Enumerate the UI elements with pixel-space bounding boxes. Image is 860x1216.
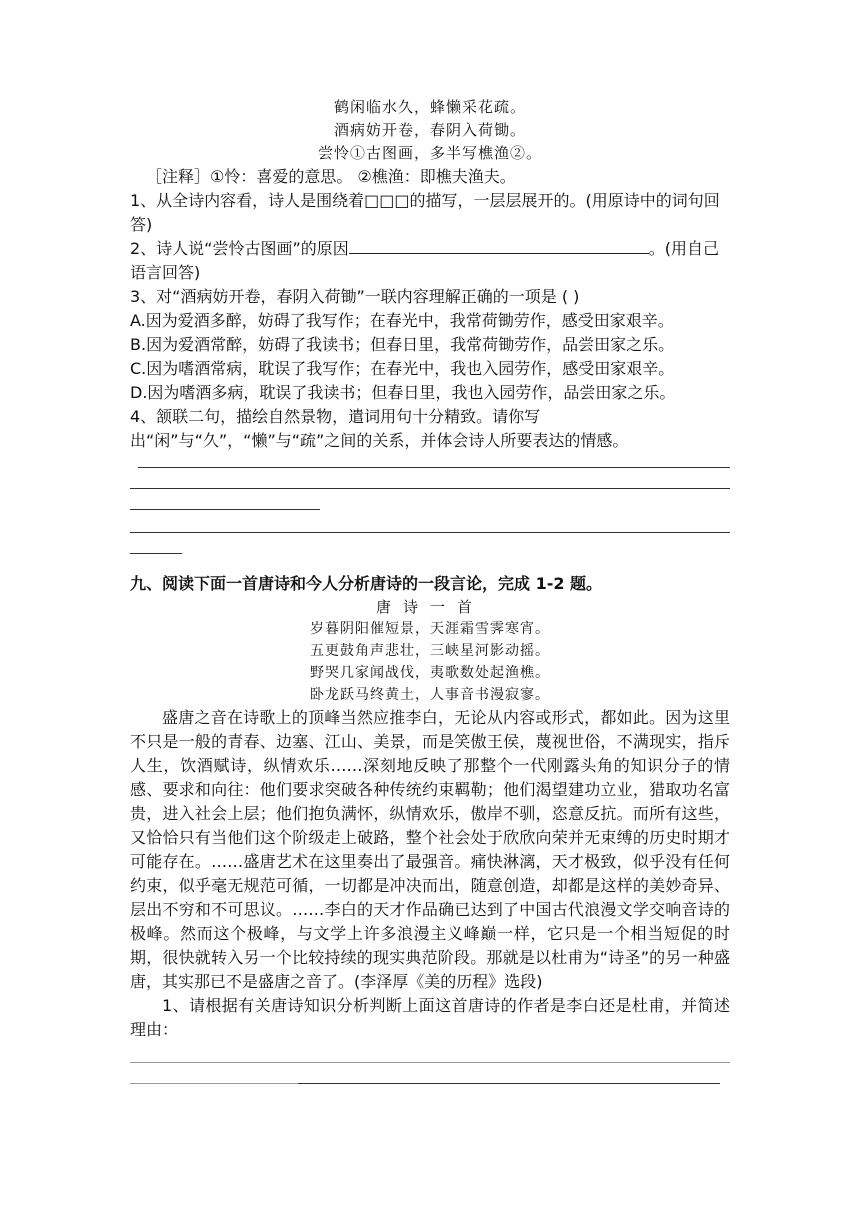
option-c[interactable]: C.因为嗜酒常病，耽误了我写作；在春光中，我也入园劳作，感受田家艰辛。 [130, 359, 675, 378]
poem-line: 岁暮阴阳催短景，天涯霜雪霁寒宵。 [310, 621, 550, 637]
answer-blank[interactable] [349, 237, 649, 254]
answer-line [298, 1083, 720, 1084]
question-1: 1、从全诗内容看，诗人是围绕着□□□的描写，一层层展开的。(用原诗中的词句回答) [130, 191, 720, 234]
answer-line [130, 488, 730, 489]
poem-1 [130, 96, 730, 165]
poem-line: 酒病妨开卷，春阴入荷锄。 [333, 121, 526, 139]
answer-line [138, 467, 730, 468]
passage: 盛唐之音在诗歌上的顶峰当然应推李白，无论从内容或形式，都如此。因为这里不只是一般的青春、边塞、江山、美景，而是笑傲王侯，蔑视世俗，不满现实，指斥人生，饮酒赋诗，纵情欢乐……深刻地反映了那整个一代刚露头角的知识分子的情感、要求和向往：他们要求突破各种传统约束羁勒；他们渴望建功立业，猎取功名富贵，进入社会上层；他们抱负满怀，纵情欢乐，傲岸不驯，恣意反抗。而所有这些，又恰恰只有当他们这个阶级走上破路，整个社会处于欣欣向荣并无束缚的历史时期才可能存在。……盛唐艺术在这里奏出了最强音。痛快淋漓，天才极致，似乎没有任何约束，似乎毫无规范可循，一切都是冲决而出，随意创造，却都是这样的美妙奇异、层出不穷和不可思议。……李白的天才作品确已达到了中国古代浪漫文学交响音诗的极峰。然而这个极峰，与文学上许多浪漫主义峰巅一样，它只是一个相当短促的时期，很快就转入另一个比较持续的现实典范阶段。那就是以杜甫为“诗圣”的另一种盛唐，其实那已不是盛唐之音了。(李泽厚《美的历程》选段) [130, 708, 730, 991]
question-3-stem: 3、对“酒病妨开卷，春阴入荷锄”一联内容理解正确的一项是 ( ) [130, 287, 580, 306]
poem-2-title: 唐诗一首 [375, 598, 484, 616]
answer-line-row [130, 1063, 730, 1085]
question-2 [130, 237, 730, 285]
answer-line [130, 532, 730, 533]
answer-line [130, 1083, 298, 1084]
poem-line: 野哭几家闻战伐，夷歌数处起渔樵。 [310, 665, 550, 681]
question-2-suffix: 。(用自己语言回答) [130, 239, 720, 282]
poem-line: 尝怜①古图画，多半写樵渔②。 [317, 144, 542, 162]
answer-lines-q4[interactable] [130, 467, 730, 554]
option-d[interactable]: D.因为嗜酒多病，耽误了我读书；但春日里，我也入园劳作，品尝田家之乐。 [130, 383, 676, 402]
question-4: 4、颔联二句，描绘自然景物，遣词用句十分精致。请你写出“闲”与“久”，“懒”与“疏”之间的关系，并体会诗人所要表达的情感。 [130, 407, 629, 450]
poem-line: 鹤闲临水久，蜂懒采花疏。 [333, 98, 526, 116]
option-a[interactable]: A.因为爱酒多醉，妨碍了我写作；在春光中，我常荷锄劳作，感受田家艰辛。 [130, 311, 674, 330]
answer-lines-section-9[interactable] [130, 1062, 730, 1085]
poem-2 [130, 618, 730, 706]
section-9-heading: 九、阅读下面一首唐诗和今人分析唐诗的一段言论，完成 1-2 题。 [130, 574, 603, 593]
poem-line: 卧龙跃马终黄土，人事音书漫寂寥。 [310, 687, 550, 703]
answer-line [130, 509, 320, 510]
section-9-question-1: 1、请根据有关唐诗知识分析判断上面这首唐诗的作者是李白还是杜甫，并简述理由： [130, 996, 730, 1039]
question-2-prefix: 2、诗人说“尝怜古图画”的原因 [130, 239, 349, 258]
annotation-note: ［注释］①怜：喜爱的意思。 ②樵渔：即樵夫渔夫。 [146, 167, 516, 186]
document-page [130, 96, 730, 1085]
poem-line: 五更鼓角声悲壮，三峡星河影动摇。 [310, 643, 550, 659]
option-b[interactable]: B.因为爱酒常醉，妨碍了我读书；但春日里，我常荷锄劳作，品尝田家之乐。 [130, 335, 675, 354]
answer-line [130, 553, 182, 554]
